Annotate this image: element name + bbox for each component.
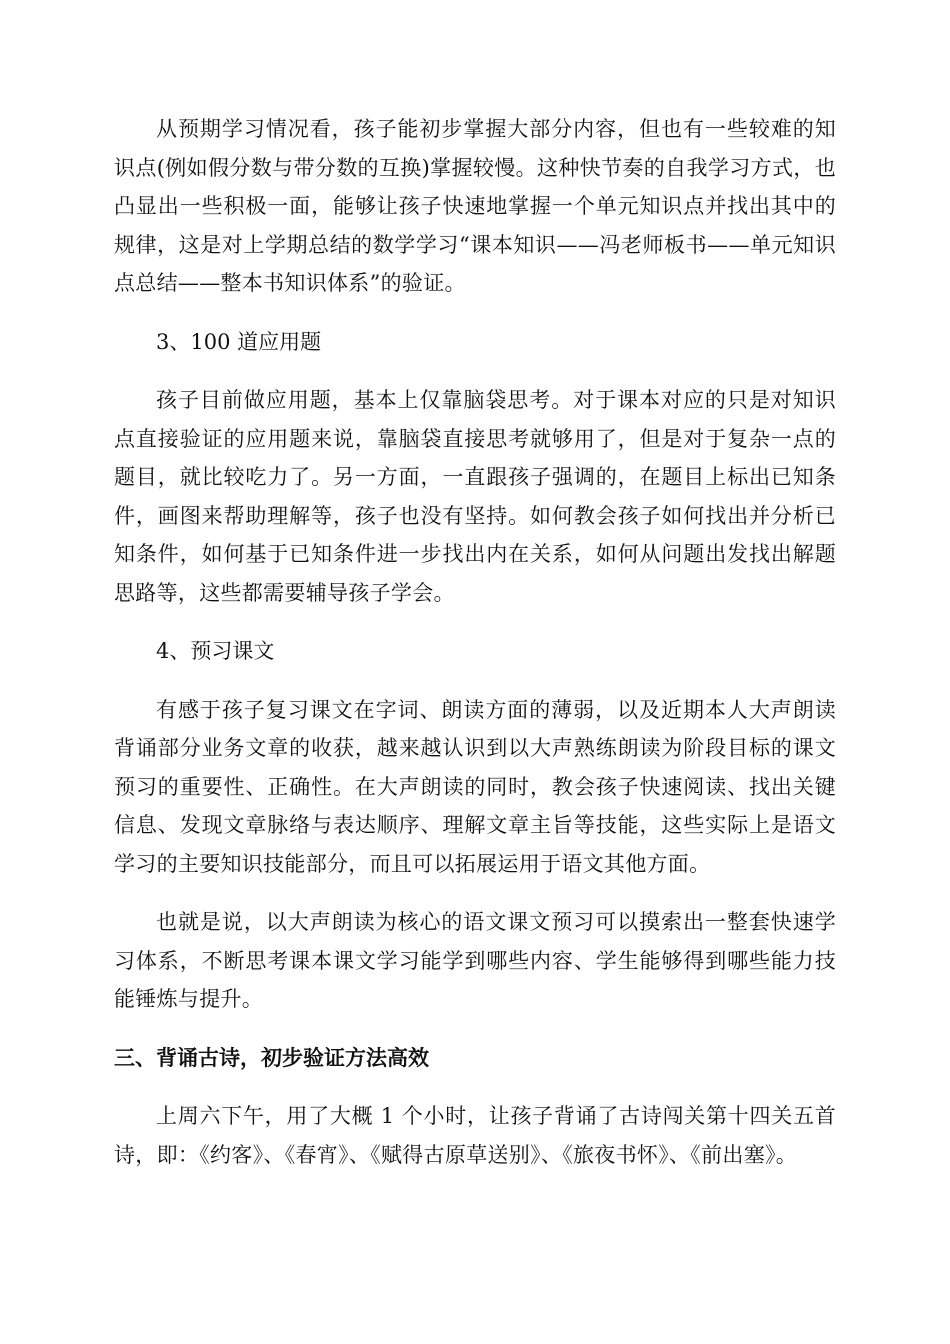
paragraph-text-preview: 有感于孩子复习课文在字词、朗读方面的薄弱，以及近期本人大声朗读背诵部分业务文章的收获，越来越认识到以大声熟练朗读为阶段目标的课文预习的重要性、正确性。在大声朗读的同时，教会孩子快速阅读、找出关键信息、发现文章脉络与表达顺序、理解文章主旨等技能，这些实际上是语文学习的主要知识技能部分，而且可以拓展运用于语文其他方面。 (114, 697, 836, 876)
subheading-word-problems: 3、100 道应用题 (156, 329, 322, 354)
paragraph-word-problems: 孩子目前做应用题，基本上仅靠脑袋思考。对于课本对应的只是对知识点直接验证的应用题来说，靠脑袋直接思考就够用了，但是对于复杂一点的题目，就比较吃力了。另一方面，一直跟孩子强调的，在题目上标出已知条件，画图来帮助理解等，孩子也没有坚持。如何教会孩子如何找出并分析已知条件，如何基于已知条件进一步找出内在关系，如何从问题出发找出解题思路等，这些都需要辅导孩子学会。 (114, 388, 836, 605)
paragraph-reading-system: 也就是说，以大声朗读为核心的语文课文预习可以摸索出一整套快速学习体系，不断思考课本课文学习能学到哪些内容、学生能够得到哪些能力技能锤炼与提升。 (114, 910, 836, 1011)
section-heading-poems: 三、背诵古诗，初步验证方法高效 (114, 1045, 429, 1070)
paragraph-poems: 上周六下午，用了大概 1 个小时，让孩子背诵了古诗闯关第十四关五首诗，即：《约客》、《春宵》、《赋得古原草送别》、《旅夜书怀》、《前出塞》。 (114, 1104, 836, 1167)
document-body (114, 110, 836, 1194)
subheading-text-preview: 4、预习课文 (156, 639, 275, 663)
paragraph-math-learning: 从预期学习情况看，孩子能初步掌握大部分内容，但也有一些较难的知识点(例如假分数与带分数的互换)掌握较慢。这种快节奏的自我学习方式，也凸显出一些积极一面，能够让孩子快速地掌握一个单元知识点并找出其中的规律，这是对上学期总结的数学学习“课本知识——冯老师板书——单元知识点总结——整本书知识体系”的验证。 (114, 117, 836, 295)
